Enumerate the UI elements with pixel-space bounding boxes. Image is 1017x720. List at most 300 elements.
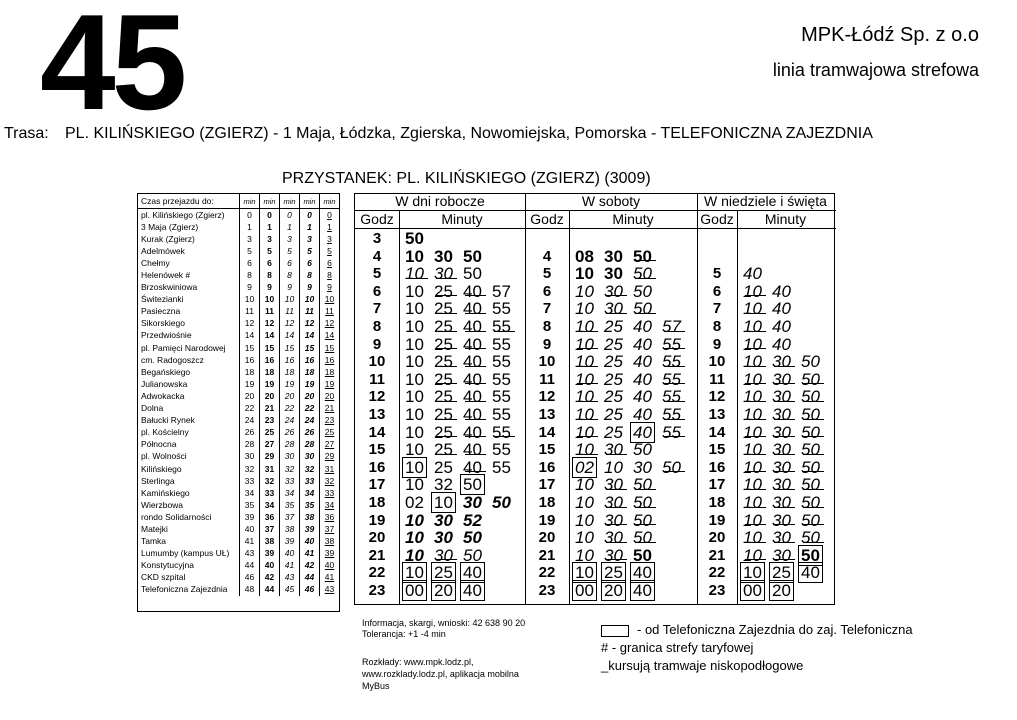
departure-minute bbox=[492, 318, 521, 336]
hour-divider bbox=[569, 211, 570, 604]
departure-minute bbox=[405, 476, 434, 494]
travel-minutes: 32 bbox=[319, 475, 339, 487]
minute-value: 40 bbox=[463, 440, 482, 460]
hour-cell: 18 bbox=[368, 494, 386, 511]
departure-minute bbox=[772, 406, 801, 424]
minute-value: 55 bbox=[492, 369, 511, 389]
minute-value: 50 bbox=[801, 352, 820, 372]
departure-minute bbox=[434, 248, 463, 266]
travel-minutes: 37 bbox=[319, 523, 339, 535]
departure-minute bbox=[633, 248, 662, 266]
hour-cell: 6 bbox=[542, 282, 552, 300]
stop-name: Przedwiośnie bbox=[141, 330, 192, 341]
minute-value: 10 bbox=[743, 405, 762, 424]
travel-minutes: 39 bbox=[300, 523, 320, 535]
hour-cell: 9 bbox=[372, 335, 382, 353]
departure-minute bbox=[662, 406, 691, 424]
hour-cell: 6 bbox=[712, 282, 722, 300]
travel-minutes: 43 bbox=[280, 572, 300, 584]
minute-value: 30 bbox=[772, 493, 791, 512]
travel-minutes: 20 bbox=[280, 390, 300, 402]
departure-minute bbox=[743, 529, 772, 547]
schedule-link-3: MyBus bbox=[362, 681, 390, 691]
stop-name: pl. Pamięci Narodowej bbox=[141, 342, 226, 353]
departure-minute bbox=[575, 388, 604, 406]
departure-minute bbox=[743, 265, 772, 283]
departure-minute bbox=[434, 459, 463, 477]
travel-row bbox=[138, 451, 339, 463]
departure-minute bbox=[575, 371, 604, 389]
legend-box-item bbox=[601, 621, 913, 639]
departure-minute bbox=[405, 459, 434, 477]
departure-minute bbox=[604, 494, 633, 512]
departure-minute bbox=[434, 318, 463, 336]
travel-row bbox=[138, 221, 339, 233]
travel-minutes: 12 bbox=[319, 318, 339, 330]
stop-name: Dolna bbox=[141, 403, 164, 414]
travel-row bbox=[138, 439, 339, 451]
departure-minute bbox=[743, 388, 772, 406]
travel-row bbox=[138, 354, 339, 366]
stop-name: Brzoskwiniowa bbox=[141, 282, 198, 293]
minute-value: 40 bbox=[463, 334, 482, 354]
hour-cell: 9 bbox=[712, 335, 722, 353]
departure-minute bbox=[743, 582, 772, 600]
departure-minute bbox=[463, 406, 492, 424]
minute-value: 10 bbox=[743, 352, 762, 372]
travel-header-min: min bbox=[240, 194, 260, 209]
minute-value: 40 bbox=[463, 317, 482, 336]
departure-minute bbox=[434, 388, 463, 406]
travel-minutes: 35 bbox=[300, 499, 320, 511]
departure-minute bbox=[492, 283, 521, 301]
minutes-cell bbox=[575, 459, 691, 477]
minute-value: 10 bbox=[743, 369, 762, 389]
travel-minutes: 1 bbox=[240, 221, 260, 233]
grid-divider bbox=[355, 228, 836, 229]
departure-minute bbox=[604, 371, 633, 389]
minute-value: 50 bbox=[633, 246, 652, 266]
minutes-cell bbox=[405, 265, 492, 283]
travel-minutes: 0 bbox=[300, 209, 320, 222]
minute-value: 40 bbox=[798, 562, 823, 583]
departure-minute bbox=[434, 529, 463, 547]
minute-value: 50 bbox=[801, 493, 820, 512]
travel-row bbox=[138, 209, 339, 222]
travel-minutes: 43 bbox=[240, 548, 260, 560]
travel-minutes: 10 bbox=[319, 294, 339, 306]
minute-value: 10 bbox=[575, 528, 594, 548]
minute-value: 50 bbox=[662, 457, 681, 477]
departure-minute bbox=[492, 459, 521, 477]
departure-minute bbox=[604, 388, 633, 406]
legend-box-icon bbox=[601, 625, 629, 637]
minutes-cell bbox=[743, 459, 830, 477]
minute-value: 55 bbox=[492, 387, 511, 407]
hour-cell: 5 bbox=[712, 265, 722, 283]
minutes-cell bbox=[575, 512, 662, 530]
departure-minute bbox=[604, 582, 633, 600]
departure-minute bbox=[743, 476, 772, 494]
departure-minute bbox=[434, 300, 463, 318]
travel-row bbox=[138, 548, 339, 560]
departure-minute bbox=[633, 318, 662, 336]
minute-value: 10 bbox=[405, 317, 424, 336]
travel-minutes: 16 bbox=[300, 354, 320, 366]
minute-value: 40 bbox=[772, 317, 791, 336]
minute-value: 00 bbox=[740, 580, 765, 601]
minute-value: 30 bbox=[772, 528, 791, 548]
minute-value: 25 bbox=[434, 369, 453, 389]
minute-value: 55 bbox=[492, 405, 511, 424]
departure-minute bbox=[604, 476, 633, 494]
minute-value: 10 bbox=[743, 334, 762, 354]
minute-value: 10 bbox=[575, 405, 594, 424]
route-label: Trasa: bbox=[4, 125, 49, 142]
departure-minute bbox=[633, 424, 662, 442]
travel-minutes: 18 bbox=[260, 366, 280, 378]
departure-minute bbox=[772, 336, 801, 354]
departure-minute bbox=[463, 265, 492, 283]
minute-value: 10 bbox=[575, 281, 594, 301]
travel-row bbox=[138, 282, 339, 294]
minute-value: 10 bbox=[743, 457, 762, 477]
minute-value: 30 bbox=[772, 440, 791, 460]
travel-minutes: 41 bbox=[300, 548, 320, 560]
company-name: MPK-Łódź Sp. z o.o bbox=[801, 24, 979, 46]
travel-minutes: 34 bbox=[300, 487, 320, 499]
stop-name: Sikorskiego bbox=[141, 318, 185, 329]
departure-minute bbox=[633, 494, 662, 512]
minute-value: 40 bbox=[743, 264, 762, 284]
hour-header: Godz bbox=[360, 211, 394, 227]
minute-value: 10 bbox=[405, 281, 424, 301]
timetable-grid bbox=[354, 193, 835, 605]
departure-minute bbox=[463, 336, 492, 354]
departure-minute bbox=[405, 248, 434, 266]
hour-divider bbox=[737, 211, 738, 604]
hour-cell: 9 bbox=[542, 335, 552, 353]
minutes-cell bbox=[405, 529, 492, 547]
travel-minutes: 38 bbox=[280, 523, 300, 535]
stop-name: pl. Kościelny bbox=[141, 427, 189, 438]
travel-minutes: 20 bbox=[260, 390, 280, 402]
minutes-cell bbox=[575, 336, 691, 354]
departure-minute bbox=[604, 248, 633, 266]
travel-minutes: 14 bbox=[240, 330, 260, 342]
hour-cell: 7 bbox=[712, 300, 722, 318]
travel-minutes: 33 bbox=[240, 475, 260, 487]
travel-minutes: 41 bbox=[240, 536, 260, 548]
minute-value: 10 bbox=[575, 264, 594, 284]
travel-minutes: 14 bbox=[319, 330, 339, 342]
travel-row bbox=[138, 318, 339, 330]
travel-minutes: 44 bbox=[260, 584, 280, 596]
hour-cell: 8 bbox=[712, 318, 722, 335]
minute-value: 30 bbox=[604, 545, 623, 565]
minute-value: 10 bbox=[405, 422, 424, 442]
travel-header-min: min bbox=[300, 194, 320, 209]
minute-value: 25 bbox=[434, 387, 453, 407]
line-number: 45 bbox=[40, 0, 184, 138]
minutes-cell bbox=[743, 494, 830, 512]
minutes-cell bbox=[743, 336, 801, 354]
minute-value: 50 bbox=[801, 405, 820, 424]
minutes-cell bbox=[743, 283, 801, 301]
departure-minute bbox=[633, 582, 662, 600]
minute-value: 00 bbox=[402, 580, 427, 601]
hour-cell: 12 bbox=[708, 388, 726, 406]
minutes-cell bbox=[405, 512, 492, 530]
travel-minutes: 5 bbox=[300, 245, 320, 257]
minute-value: 10 bbox=[405, 405, 424, 424]
travel-minutes: 8 bbox=[319, 269, 339, 281]
travel-minutes: 40 bbox=[300, 536, 320, 548]
minutes-cell bbox=[743, 318, 801, 336]
departure-minute bbox=[772, 353, 801, 371]
travel-minutes: 19 bbox=[280, 378, 300, 390]
minutes-cell bbox=[575, 353, 691, 371]
departure-minute bbox=[662, 388, 691, 406]
travel-minutes: 16 bbox=[280, 354, 300, 366]
travel-minutes: 9 bbox=[300, 282, 320, 294]
departure-minute bbox=[772, 388, 801, 406]
hour-cell: 14 bbox=[538, 423, 556, 441]
travel-minutes: 30 bbox=[240, 451, 260, 463]
travel-minutes: 1 bbox=[260, 221, 280, 233]
travel-minutes: 20 bbox=[319, 390, 339, 402]
minute-value: 40 bbox=[460, 562, 485, 583]
minute-value: 30 bbox=[434, 528, 453, 548]
travel-minutes: 24 bbox=[300, 415, 320, 427]
hour-cell: 23 bbox=[538, 582, 556, 599]
minute-value: 25 bbox=[604, 317, 623, 336]
travel-minutes: 5 bbox=[280, 245, 300, 257]
travel-minutes: 12 bbox=[280, 318, 300, 330]
hour-cell: 13 bbox=[708, 406, 726, 423]
minute-value: 10 bbox=[743, 510, 762, 530]
stop-name: Wierzbowa bbox=[141, 499, 184, 510]
travel-minutes: 28 bbox=[300, 439, 320, 451]
travel-minutes: 1 bbox=[319, 221, 339, 233]
travel-minutes: 0 bbox=[319, 209, 339, 222]
hour-cell: 17 bbox=[708, 476, 726, 494]
minute-value: 30 bbox=[604, 493, 623, 512]
minute-value: 25 bbox=[434, 422, 453, 442]
stop-name: Adwokacka bbox=[141, 390, 185, 401]
hour-cell: 8 bbox=[372, 318, 382, 335]
minutes-cell bbox=[743, 406, 830, 424]
hour-cell: 18 bbox=[708, 494, 726, 511]
minute-value: 20 bbox=[601, 580, 626, 601]
minute-value: 40 bbox=[463, 457, 482, 477]
hour-cell: 5 bbox=[542, 265, 552, 283]
minute-value: 40 bbox=[633, 387, 652, 407]
departure-minute bbox=[434, 441, 463, 459]
stop-name: Telefoniczna Zajezdnia bbox=[141, 584, 228, 595]
travel-minutes: 21 bbox=[260, 403, 280, 415]
travel-minutes: 40 bbox=[280, 548, 300, 560]
travel-minutes: 0 bbox=[280, 209, 300, 222]
minute-value: 10 bbox=[743, 317, 762, 336]
hour-cell: 11 bbox=[709, 370, 725, 388]
travel-minutes: 26 bbox=[280, 427, 300, 439]
stop-title: PRZYSTANEK: PL. KILIŃSKIEGO (ZGIERZ) (3009) bbox=[282, 170, 651, 187]
minutes-cell bbox=[405, 283, 521, 301]
minutes-cell bbox=[575, 406, 691, 424]
travel-minutes: 10 bbox=[280, 294, 300, 306]
minute-value: 50 bbox=[633, 264, 652, 284]
travel-minutes: 19 bbox=[319, 378, 339, 390]
departure-minute bbox=[405, 230, 434, 248]
travel-minutes: 5 bbox=[319, 245, 339, 257]
minutes-cell bbox=[575, 318, 691, 336]
travel-minutes: 38 bbox=[319, 536, 339, 548]
minutes-cell bbox=[575, 424, 691, 442]
minute-value: 50 bbox=[801, 528, 820, 548]
minute-value: 50 bbox=[801, 510, 820, 530]
departure-minute bbox=[662, 459, 691, 477]
hour-cell: 19 bbox=[708, 511, 726, 529]
travel-minutes: 6 bbox=[240, 257, 260, 269]
stop-name: 3 Maja (Zgierz) bbox=[141, 221, 199, 232]
minutes-cell bbox=[575, 582, 662, 600]
travel-minutes: 1 bbox=[280, 221, 300, 233]
stop-name: Sterlinga bbox=[141, 475, 175, 486]
travel-minutes: 46 bbox=[300, 584, 320, 596]
travel-minutes: 42 bbox=[300, 560, 320, 572]
departure-minute bbox=[633, 353, 662, 371]
minute-value: 30 bbox=[633, 457, 652, 477]
travel-time-table bbox=[137, 193, 340, 612]
travel-time-grid bbox=[138, 194, 339, 596]
travel-minutes: 37 bbox=[280, 511, 300, 523]
minutes-cell bbox=[575, 476, 662, 494]
travel-minutes: 40 bbox=[260, 560, 280, 572]
hour-cell: 22 bbox=[708, 564, 726, 582]
hour-cell: 14 bbox=[368, 423, 386, 441]
departure-minute bbox=[463, 494, 492, 512]
travel-minutes: 18 bbox=[240, 366, 260, 378]
travel-minutes: 45 bbox=[280, 584, 300, 596]
minute-value: 55 bbox=[662, 334, 681, 354]
travel-minutes: 15 bbox=[280, 342, 300, 354]
minute-value: 30 bbox=[434, 545, 453, 565]
travel-minutes: 3 bbox=[319, 233, 339, 245]
minute-value: 40 bbox=[633, 405, 652, 424]
stop-name: Kamińskiego bbox=[141, 487, 190, 498]
minute-value: 10 bbox=[575, 510, 594, 530]
travel-minutes: 6 bbox=[280, 257, 300, 269]
departure-minute bbox=[604, 283, 633, 301]
legend-underline-item: _kursują tramwaje niskopodłogowe bbox=[601, 658, 804, 673]
departure-minute bbox=[772, 283, 801, 301]
hour-cell: 12 bbox=[538, 388, 556, 406]
travel-row bbox=[138, 403, 339, 415]
minute-value: 40 bbox=[633, 317, 652, 336]
departure-minute bbox=[662, 336, 691, 354]
departure-minute bbox=[405, 424, 434, 442]
travel-minutes: 36 bbox=[260, 511, 280, 523]
minutes-cell bbox=[743, 300, 801, 318]
hour-cell: 6 bbox=[372, 282, 382, 300]
departure-minute bbox=[405, 336, 434, 354]
minute-value: 40 bbox=[463, 387, 482, 407]
stop-name: Bałucki Rynek bbox=[141, 415, 195, 426]
minute-value: 10 bbox=[575, 493, 594, 512]
departure-minute bbox=[575, 265, 604, 283]
hour-cell: 20 bbox=[708, 529, 726, 547]
travel-minutes: 37 bbox=[260, 523, 280, 535]
minute-value: 10 bbox=[743, 493, 762, 512]
minute-value: 50 bbox=[633, 510, 652, 530]
departure-minute bbox=[463, 529, 492, 547]
travel-minutes: 19 bbox=[300, 378, 320, 390]
departure-minute bbox=[604, 336, 633, 354]
departure-minute bbox=[772, 441, 801, 459]
travel-minutes: 11 bbox=[240, 306, 260, 318]
travel-row bbox=[138, 560, 339, 572]
hour-cell: 10 bbox=[708, 353, 726, 371]
travel-header-min: min bbox=[319, 194, 339, 209]
departure-minute bbox=[633, 336, 662, 354]
hour-cell: 21 bbox=[368, 546, 386, 564]
travel-minutes: 39 bbox=[240, 511, 260, 523]
departure-minute bbox=[772, 459, 801, 477]
travel-minutes: 48 bbox=[240, 584, 260, 596]
minute-value: 50 bbox=[492, 493, 511, 512]
travel-minutes: 8 bbox=[260, 269, 280, 281]
minute-value: 40 bbox=[633, 352, 652, 372]
departure-minute bbox=[743, 318, 772, 336]
minute-value: 55 bbox=[492, 334, 511, 354]
travel-minutes: 1 bbox=[300, 221, 320, 233]
travel-minutes: 10 bbox=[240, 294, 260, 306]
travel-minutes: 11 bbox=[319, 306, 339, 318]
minute-value: 25 bbox=[604, 405, 623, 424]
travel-minutes: 16 bbox=[260, 354, 280, 366]
minute-value: 40 bbox=[463, 299, 482, 319]
minute-value: 10 bbox=[743, 422, 762, 442]
minute-value: 10 bbox=[405, 264, 424, 284]
departure-minute bbox=[604, 353, 633, 371]
minute-value: 10 bbox=[575, 299, 594, 319]
departure-minute bbox=[801, 494, 830, 512]
minute-value: 10 bbox=[402, 457, 427, 478]
departure-minute bbox=[405, 512, 434, 530]
minute-value: 55 bbox=[662, 405, 681, 424]
minute-value: 25 bbox=[601, 562, 626, 583]
travel-minutes: 12 bbox=[260, 318, 280, 330]
minute-value: 10 bbox=[740, 562, 765, 583]
departure-minute bbox=[492, 424, 521, 442]
minutes-cell bbox=[575, 265, 662, 283]
departure-minute bbox=[463, 388, 492, 406]
travel-minutes: 33 bbox=[300, 475, 320, 487]
travel-row bbox=[138, 366, 339, 378]
travel-minutes: 29 bbox=[260, 451, 280, 463]
stop-name: rondo Solidarności bbox=[141, 511, 212, 522]
minute-value: 10 bbox=[405, 475, 424, 495]
hour-cell: 23 bbox=[708, 582, 726, 599]
travel-minutes: 46 bbox=[240, 572, 260, 584]
departure-minute bbox=[772, 512, 801, 530]
minute-value: 55 bbox=[492, 422, 511, 442]
minutes-cell bbox=[405, 248, 492, 266]
travel-row bbox=[138, 463, 339, 475]
travel-minutes: 24 bbox=[240, 415, 260, 427]
hour-cell: 16 bbox=[538, 458, 556, 476]
